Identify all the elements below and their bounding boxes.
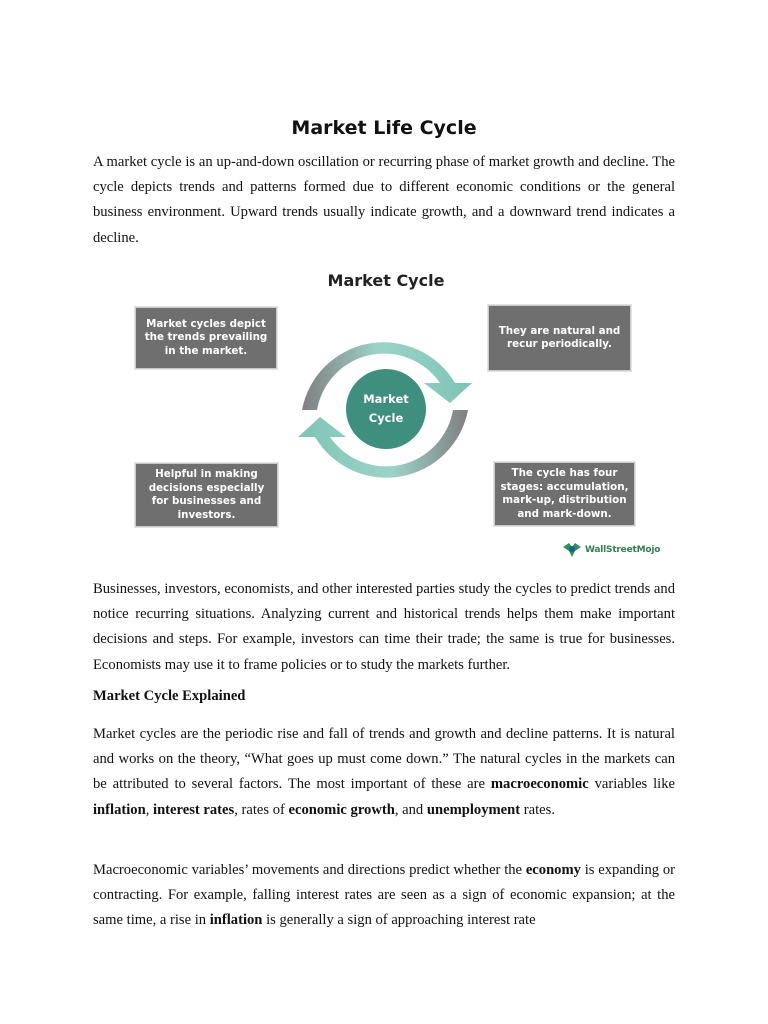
- bold-term: interest rates: [153, 801, 235, 818]
- logo-icon: [562, 541, 582, 559]
- wallstreetmojo-logo: [562, 540, 660, 560]
- paragraph-cycle-explained: Market cycles are the periodic rise and fall of trends and growth and decline patterns. It is natural and works on the theory, “What goes up must come down.” The natural cycles in the markets can be attributed to several factors. The most important of these are macroeconomic variables like inflation, interest rates, rates of economic growth, and unemployment rates.: [93, 726, 675, 818]
- cycle-label-line1: Market: [363, 392, 409, 406]
- intro-paragraph: A market cycle is an up-and-down oscillation or recurring phase of market growth and decline. The cycle depicts trends and patterns formed due to different economic conditions or the general business environment. Upward trends usually indicate growth, and a downward trend indicates a decline.: [93, 154, 675, 246]
- bold-term: unemployment: [426, 801, 521, 818]
- cycle-label-line2: Cycle: [368, 411, 404, 425]
- diagram-box-bottom-left: Helpful in making decisions especially for businesses and investors.: [135, 463, 278, 527]
- bold-term: inflation: [209, 912, 263, 929]
- page-title: Market Life Cycle: [291, 117, 477, 139]
- section-heading: Market Cycle Explained: [93, 688, 246, 704]
- logo-text: WallStreetMojo: [585, 545, 661, 555]
- diagram-box-top-right: They are natural and recur periodically.: [488, 305, 631, 371]
- paragraph-study-cycles: Businesses, investors, economists, and other interested parties study the cycles to predict trends and notice recurring situations. Analyzing current and historical trends helps them make important decisions and steps. For example, investors can time their trade; the same is true for businesses. Economists may use it to frame policies or to study the markets further.: [93, 581, 675, 673]
- diagram-box-top-left: Market cycles depict the trends prevailing in the market.: [135, 307, 277, 369]
- cycle-center-label: [347, 378, 425, 440]
- bold-term: macroeconomic: [490, 776, 589, 793]
- bold-term: inflation: [93, 801, 146, 818]
- diagram-box-bottom-right: The cycle has four stages: accumulation, mark-up, distribution and mark-down.: [494, 462, 635, 526]
- bold-term: economic growth: [288, 801, 395, 818]
- diagram-title: Market Cycle: [327, 271, 445, 290]
- paragraph-macro-variables: Macroeconomic variables’ movements and directions predict whether the economy is expanding or contracting. For example, falling interest rates are seen as a sign of economic expansion; at the same time, a rise in inflation is generally a sign of approaching interest rate: [93, 862, 675, 929]
- bold-term: economy: [525, 862, 581, 878]
